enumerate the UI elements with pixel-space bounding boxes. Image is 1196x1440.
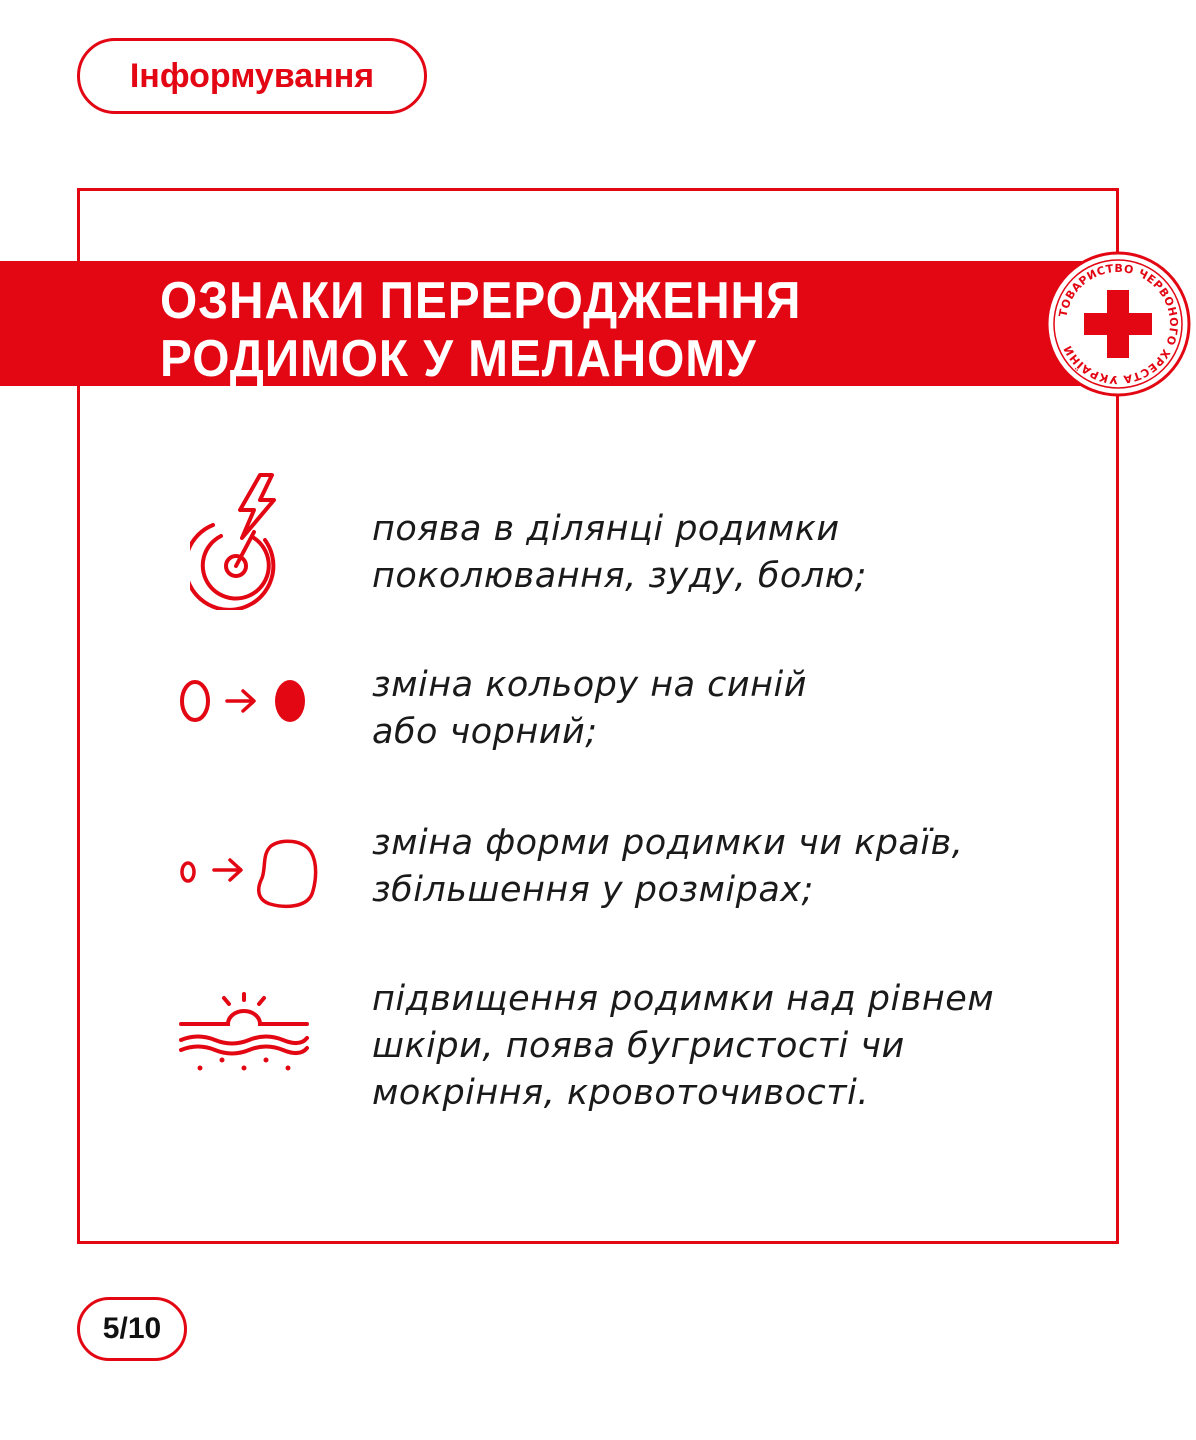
red-cross-logo — [1045, 251, 1191, 397]
lightning-target-icon — [190, 470, 290, 610]
logo-ring-text: ТОВАРИСТВО ЧЕРВОНОГО ХРЕСТА УКРАЇНИ — [1056, 261, 1181, 387]
item-2-line-2: або чорний; — [372, 712, 598, 752]
item-3-line-2: збільшення у розмірах; — [372, 870, 814, 910]
item-4-line-1: підвищення родимки над рівнем — [372, 979, 995, 1019]
title-line-1: ОЗНАКИ ПЕРЕРОДЖЕННЯ — [160, 272, 802, 330]
title-line-2: РОДИМОК У МЕЛАНОМУ — [160, 330, 757, 388]
page-title — [160, 272, 801, 388]
shape-change-icon — [176, 836, 321, 912]
item-4-line-2: шкіри, поява бугристості чи — [372, 1026, 905, 1066]
list-item — [372, 506, 1072, 600]
raised-mole-icon — [178, 990, 310, 1076]
category-tag: Інформування — [77, 38, 427, 114]
color-change-icon — [176, 676, 316, 726]
list-item — [372, 662, 1072, 756]
item-4-line-3: мокріння, кровоточивості. — [372, 1073, 870, 1113]
item-3-line-1: зміна форми родимки чи країв, — [372, 823, 964, 863]
list-item — [372, 820, 1072, 914]
list-item — [372, 976, 1072, 1117]
item-1-line-2: поколювання, зуду, болю; — [372, 556, 867, 596]
item-1-line-1: поява в ділянці родимки — [372, 509, 840, 549]
page-indicator: 5/10 — [77, 1297, 187, 1361]
item-2-line-1: зміна кольору на синій — [372, 665, 808, 705]
